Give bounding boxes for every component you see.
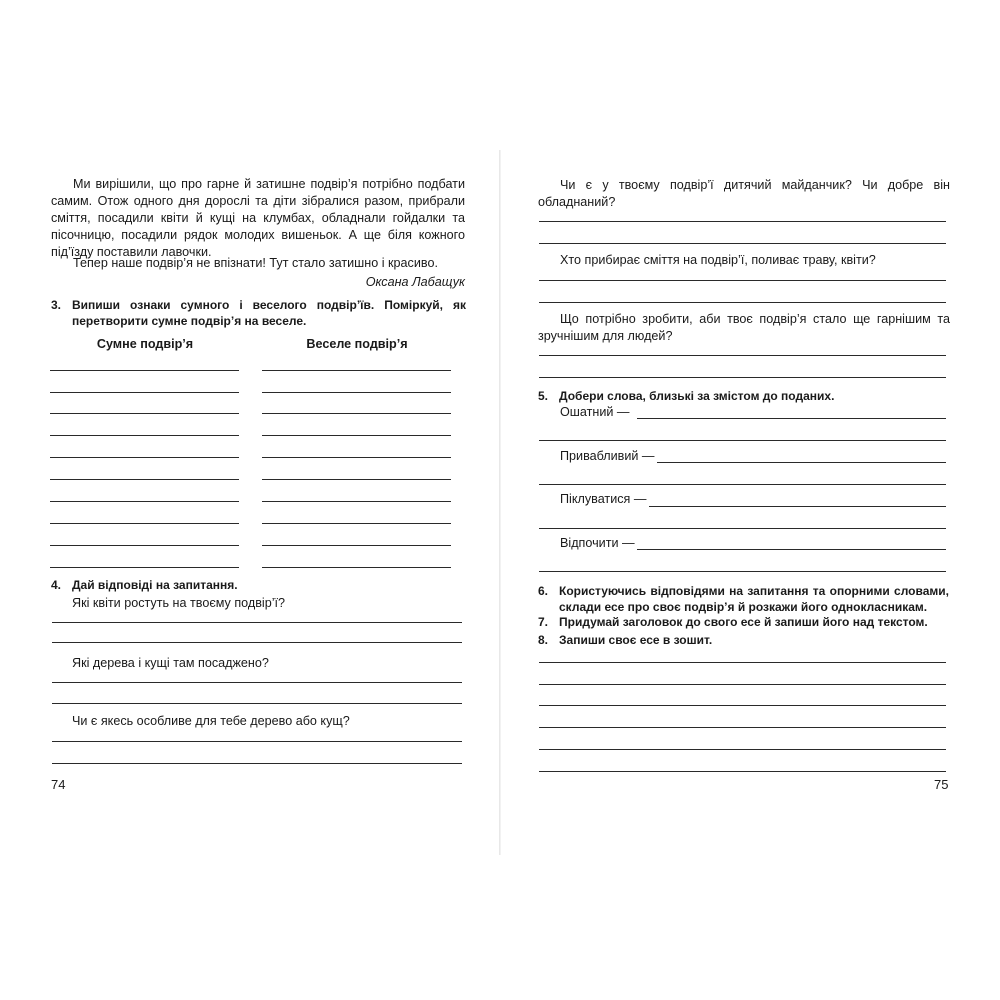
task-8-text: Запиши своє есе в зошит. (559, 633, 713, 647)
answer-line[interactable] (52, 703, 462, 704)
answer-line[interactable] (262, 479, 451, 480)
answer-line[interactable] (539, 377, 946, 378)
answer-line[interactable] (262, 435, 451, 436)
question-trees-shrubs: Які дерева і кущі там посаджено? (72, 656, 269, 670)
task-6-text: Користуючись відповідями на запитання та опорними словами, склади есе про своє подвір’я й розкажи його однокласникам. (559, 584, 949, 614)
answer-line[interactable] (50, 567, 239, 568)
answer-line[interactable] (262, 523, 451, 524)
answer-line[interactable] (52, 642, 462, 643)
task-4-title: Дай відповіді на запитання. (72, 578, 238, 592)
answer-line[interactable] (50, 545, 239, 546)
answer-line[interactable] (539, 484, 946, 485)
task-5-number: 5. (538, 389, 549, 403)
answer-line[interactable] (539, 221, 946, 222)
question-improvement: Що потрібно зробити, аби твоє подвір’я стало ще гарнішим та зручнішим для людей? (538, 312, 950, 343)
word-vidpochyty: Відпочити — (560, 536, 635, 550)
question-flowers: Які квіти ростуть на твоєму подвір’ї? (72, 596, 286, 610)
answer-line[interactable] (50, 523, 239, 524)
answer-line[interactable] (262, 370, 451, 371)
page-number-left: 74 (51, 777, 66, 792)
answer-line[interactable] (539, 662, 946, 663)
answer-line[interactable] (262, 567, 451, 568)
answer-line[interactable] (649, 506, 946, 507)
answer-line[interactable] (52, 763, 462, 764)
word-pikluvatysia: Піклуватися — (560, 492, 647, 506)
story-paragraph-2: Тепер наше подвір’я не впізнати! Тут стало затишно і красиво. (73, 256, 438, 270)
answer-line[interactable] (52, 622, 462, 623)
task-4-number: 4. (51, 578, 62, 592)
column-header-happy-yard: Веселе подвір’я (306, 337, 408, 351)
answer-line[interactable] (539, 571, 946, 572)
answer-line[interactable] (539, 355, 946, 356)
task-3-number: 3. (51, 298, 62, 312)
answer-line[interactable] (52, 682, 462, 683)
answer-line[interactable] (50, 370, 239, 371)
answer-line[interactable] (262, 501, 451, 502)
task-5-title: Добери слова, близькі за змістом до поданих. (559, 389, 835, 403)
question-cleaning: Хто прибирає сміття на подвір’ї, поливає траву, квіти? (560, 253, 876, 267)
task-3-text: Випиши ознаки сумного і веселого подвір’їв. Поміркуй, як перетворити сумне подвір’я на веселе. (72, 298, 466, 328)
column-header-sad-yard: Сумне подвір’я (96, 337, 194, 351)
story-paragraph-1: Ми вирішили, що про гарне й затишне подвір’я потрібно подбати самим. Отож одного дня дорослі та діти зібралися разом, прибрали сміття, посадили квіти й кущі на клумбах, обладнали гойдалки та пісочницю, посадили рядок молодих вишеньок. А ще біля кожного під’їзду поставили лавочки. (51, 177, 465, 259)
word-pryvablyvyi: Привабливий — (560, 449, 655, 463)
answer-line[interactable] (262, 457, 451, 458)
question-playground: Чи є у твоєму подвір’ї дитячий майданчик? Чи добре він обладнаний? (538, 178, 950, 209)
answer-line[interactable] (539, 302, 946, 303)
answer-line[interactable] (539, 440, 946, 441)
answer-line[interactable] (637, 418, 946, 419)
answer-line[interactable] (539, 684, 946, 685)
task-7-number: 7. (538, 615, 549, 629)
word-oshatnyi: Ошатний — (560, 405, 630, 419)
answer-line[interactable] (50, 457, 239, 458)
answer-line[interactable] (539, 705, 946, 706)
question-special-tree: Чи є якесь особливе для тебе дерево або кущ? (72, 714, 350, 728)
page-number-right: 75 (934, 777, 949, 792)
task-8-number: 8. (538, 633, 549, 647)
answer-line[interactable] (50, 392, 239, 393)
answer-line[interactable] (262, 545, 451, 546)
answer-line[interactable] (262, 413, 451, 414)
task-6-number: 6. (538, 584, 549, 598)
answer-line[interactable] (262, 392, 451, 393)
answer-line[interactable] (539, 528, 946, 529)
answer-line[interactable] (50, 501, 239, 502)
answer-line[interactable] (52, 741, 462, 742)
answer-line[interactable] (50, 435, 239, 436)
answer-line[interactable] (637, 549, 946, 550)
answer-line[interactable] (539, 771, 946, 772)
answer-line[interactable] (539, 727, 946, 728)
answer-line[interactable] (539, 243, 946, 244)
answer-line[interactable] (50, 479, 239, 480)
answer-line[interactable] (657, 462, 946, 463)
story-author: Оксана Лабащук (365, 275, 465, 289)
answer-line[interactable] (539, 749, 946, 750)
right-page (500, 0, 1000, 1000)
answer-line[interactable] (539, 280, 946, 281)
task-7-text: Придумай заголовок до свого есе й запиши його над текстом. (559, 615, 928, 629)
answer-line[interactable] (50, 413, 239, 414)
